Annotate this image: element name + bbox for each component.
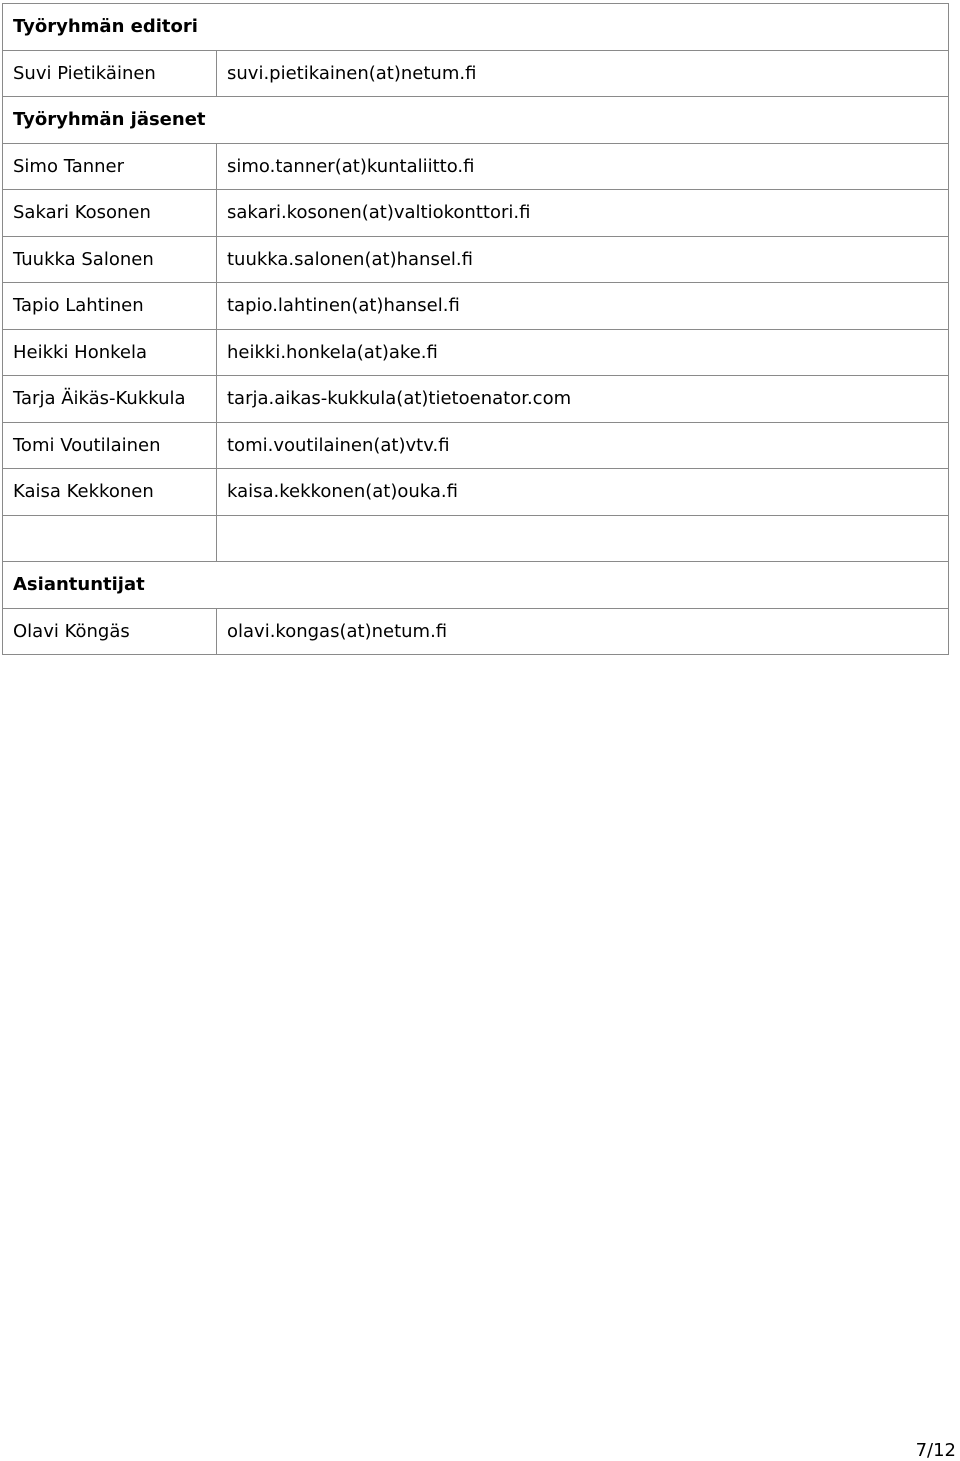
member-name: Tapio Lahtinen [3,283,217,330]
table-row [3,469,949,516]
member-name: Kaisa Kekkonen [3,469,217,516]
member-email: tarja.aikas-kukkula(at)tietoenator.com [217,376,949,423]
section-title: Työryhmän editori [3,4,949,51]
table-row-empty [3,515,949,562]
page-number: 7/12 [915,1440,956,1461]
member-email [217,515,949,562]
member-name: Tuukka Salonen [3,236,217,283]
member-name: Simo Tanner [3,143,217,190]
section-header-row [3,97,949,144]
member-name: Olavi Köngäs [3,608,217,655]
member-email: kaisa.kekkonen(at)ouka.fi [217,469,949,516]
table-row [3,283,949,330]
table-row [3,376,949,423]
section-title: Asiantuntijat [3,562,949,609]
table-row [3,422,949,469]
section-header-row [3,4,949,51]
member-email: simo.tanner(at)kuntaliitto.fi [217,143,949,190]
member-name: Tarja Äikäs-Kukkula [3,376,217,423]
member-name: Heikki Honkela [3,329,217,376]
member-name [3,515,217,562]
member-email: tuukka.salonen(at)hansel.fi [217,236,949,283]
table-row [3,190,949,237]
table-row [3,50,949,97]
table-row [3,236,949,283]
table-row [3,143,949,190]
member-email: sakari.kosonen(at)valtiokonttori.fi [217,190,949,237]
member-email: olavi.kongas(at)netum.fi [217,608,949,655]
member-email: heikki.honkela(at)ake.fi [217,329,949,376]
member-email: suvi.pietikainen(at)netum.fi [217,50,949,97]
working-group-table [2,3,949,655]
member-name: Sakari Kosonen [3,190,217,237]
section-title: Työryhmän jäsenet [3,97,949,144]
member-name: Tomi Voutilainen [3,422,217,469]
member-email: tapio.lahtinen(at)hansel.fi [217,283,949,330]
table-row [3,329,949,376]
section-header-row [3,562,949,609]
member-name: Suvi Pietikäinen [3,50,217,97]
table-row [3,608,949,655]
member-email: tomi.voutilainen(at)vtv.fi [217,422,949,469]
